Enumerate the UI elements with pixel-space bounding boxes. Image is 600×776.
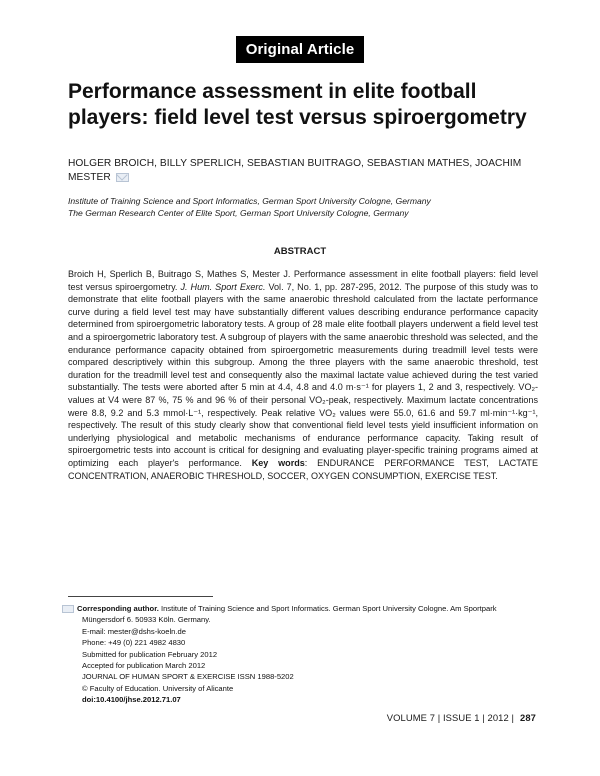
- keywords: : ENDURANCE PERFORMANCE TEST, LACTATE CONCENTRATION, ANAEROBIC THRESHOLD, SOCCER, OXYGEN CONSUMPTION, EXERCISE TEST.: [68, 457, 538, 481]
- footnote-copyright: © Faculty of Education. University of Alicante: [82, 683, 234, 693]
- envelope-icon[interactable]: [116, 173, 129, 182]
- page-number: 287: [520, 712, 536, 723]
- article-type-badge: Original Article: [236, 36, 365, 63]
- article-type-badge-wrap: [0, 36, 600, 63]
- footnote: [62, 603, 548, 706]
- author-names: HOLGER BROICH, BILLY SPERLICH, SEBASTIAN BUITRAGO, SEBASTIAN MATHES, JOACHIM MESTER: [68, 158, 522, 183]
- envelope-icon[interactable]: [62, 605, 74, 613]
- footnote-journal: JOURNAL OF HUMAN SPORT & EXERCISE ISSN 1988-5202: [82, 672, 294, 682]
- affiliation-1: Institute of Training Science and Sport Informatics, German Sport University Cologne, Germany: [68, 196, 431, 206]
- footnote-doi[interactable]: doi:10.4100/jhse.2012.71.07: [82, 695, 181, 705]
- corresponding-label: Corresponding author.: [77, 604, 159, 613]
- affiliation-2: The German Research Center of Elite Sport, German Sport University Cologne, Germany: [68, 208, 409, 218]
- footnote-address: Müngersdorf 6. 50933 Köln. Germany.: [82, 615, 211, 625]
- keywords-label: Key words: [251, 457, 305, 468]
- citation-lead: Broich H, Sperlich B, Buitrago S, Mathes S, Mester J. Performance assessment in elite football players: field level test versus spiroergometry.: [68, 269, 538, 292]
- journal-abbrev: J. Hum. Sport Exerc.: [180, 281, 266, 292]
- affiliations: [68, 195, 538, 219]
- author-list: [68, 157, 538, 185]
- footnote-submitted: Submitted for publication February 2012: [82, 649, 218, 659]
- footnote-email[interactable]: E-mail: mester@dshs-koeln.de: [82, 626, 186, 636]
- issue-info: VOLUME 7 | ISSUE 1 | 2012 |: [386, 712, 515, 723]
- page-footer: [387, 712, 536, 723]
- footnote-accepted: Accepted for publication March 2012: [82, 661, 206, 671]
- footnote-phone: Phone: +49 (0) 221 4982 4830: [82, 638, 186, 648]
- paper-title: Performance assessment in elite football players: field level test versus spiroergometry: [68, 80, 527, 129]
- footnote-divider: [68, 596, 213, 597]
- corresponding-line: [62, 603, 548, 614]
- corresponding-text: Institute of Training Science and Sport Informatics. German Sport University Cologne. Am Sportpark: [158, 604, 497, 613]
- citation-tail: Vol. 7, No. 1, pp. 287-295, 2012.: [265, 281, 405, 292]
- abstract-text: The purpose of this study was to demonstrate that elite football players with the same anaerobic threshold calculated from the lactate performance curve during a field level test may have substantially different values describing endurance performance capacity determined from spiroergometric laboratory tests. A group of 28 male elite football players underwent a field level test and a spiroergometric laboratory test. A subgroup of players with the same anaerobic threshold was selected, and the endurance performance capacity obtained from spiroergometric measurements during treadmill level tests were compared descriptively within this subgroup. Among the three players with the same anaerobic threshold, test duration for the treadmill level test and consequently also the maximal lactate value achieved during the test varied substantially. The tests were aborted after 5 min at 4.4, 4.8 and 4.0 m·s⁻¹ for players 1, 2 and 3, respectively. VO₂-values at V4 were 87 %, 75 % and 96 % of their personal VO₂-peak, respectively. Maximum lactate concentrations were 8.8, 9.2 and 5.3 mmol·L⁻¹, respectively. Peak relative VO₂ values were 55.0, 61.6 and 59.7 ml·min⁻¹·kg⁻¹, respectively. The result of this study clearly show that conventional field level tests yield insufficient information on underlying physiological and metabolic mechanisms of endurance performance capacity. Taking result of spiroergometric tests into account is critical for designing and evaluating player-specific training programs aimed at optimizing each player's performance.: [68, 281, 538, 468]
- abstract-heading: ABSTRACT: [273, 246, 327, 257]
- abstract-body: [68, 268, 538, 482]
